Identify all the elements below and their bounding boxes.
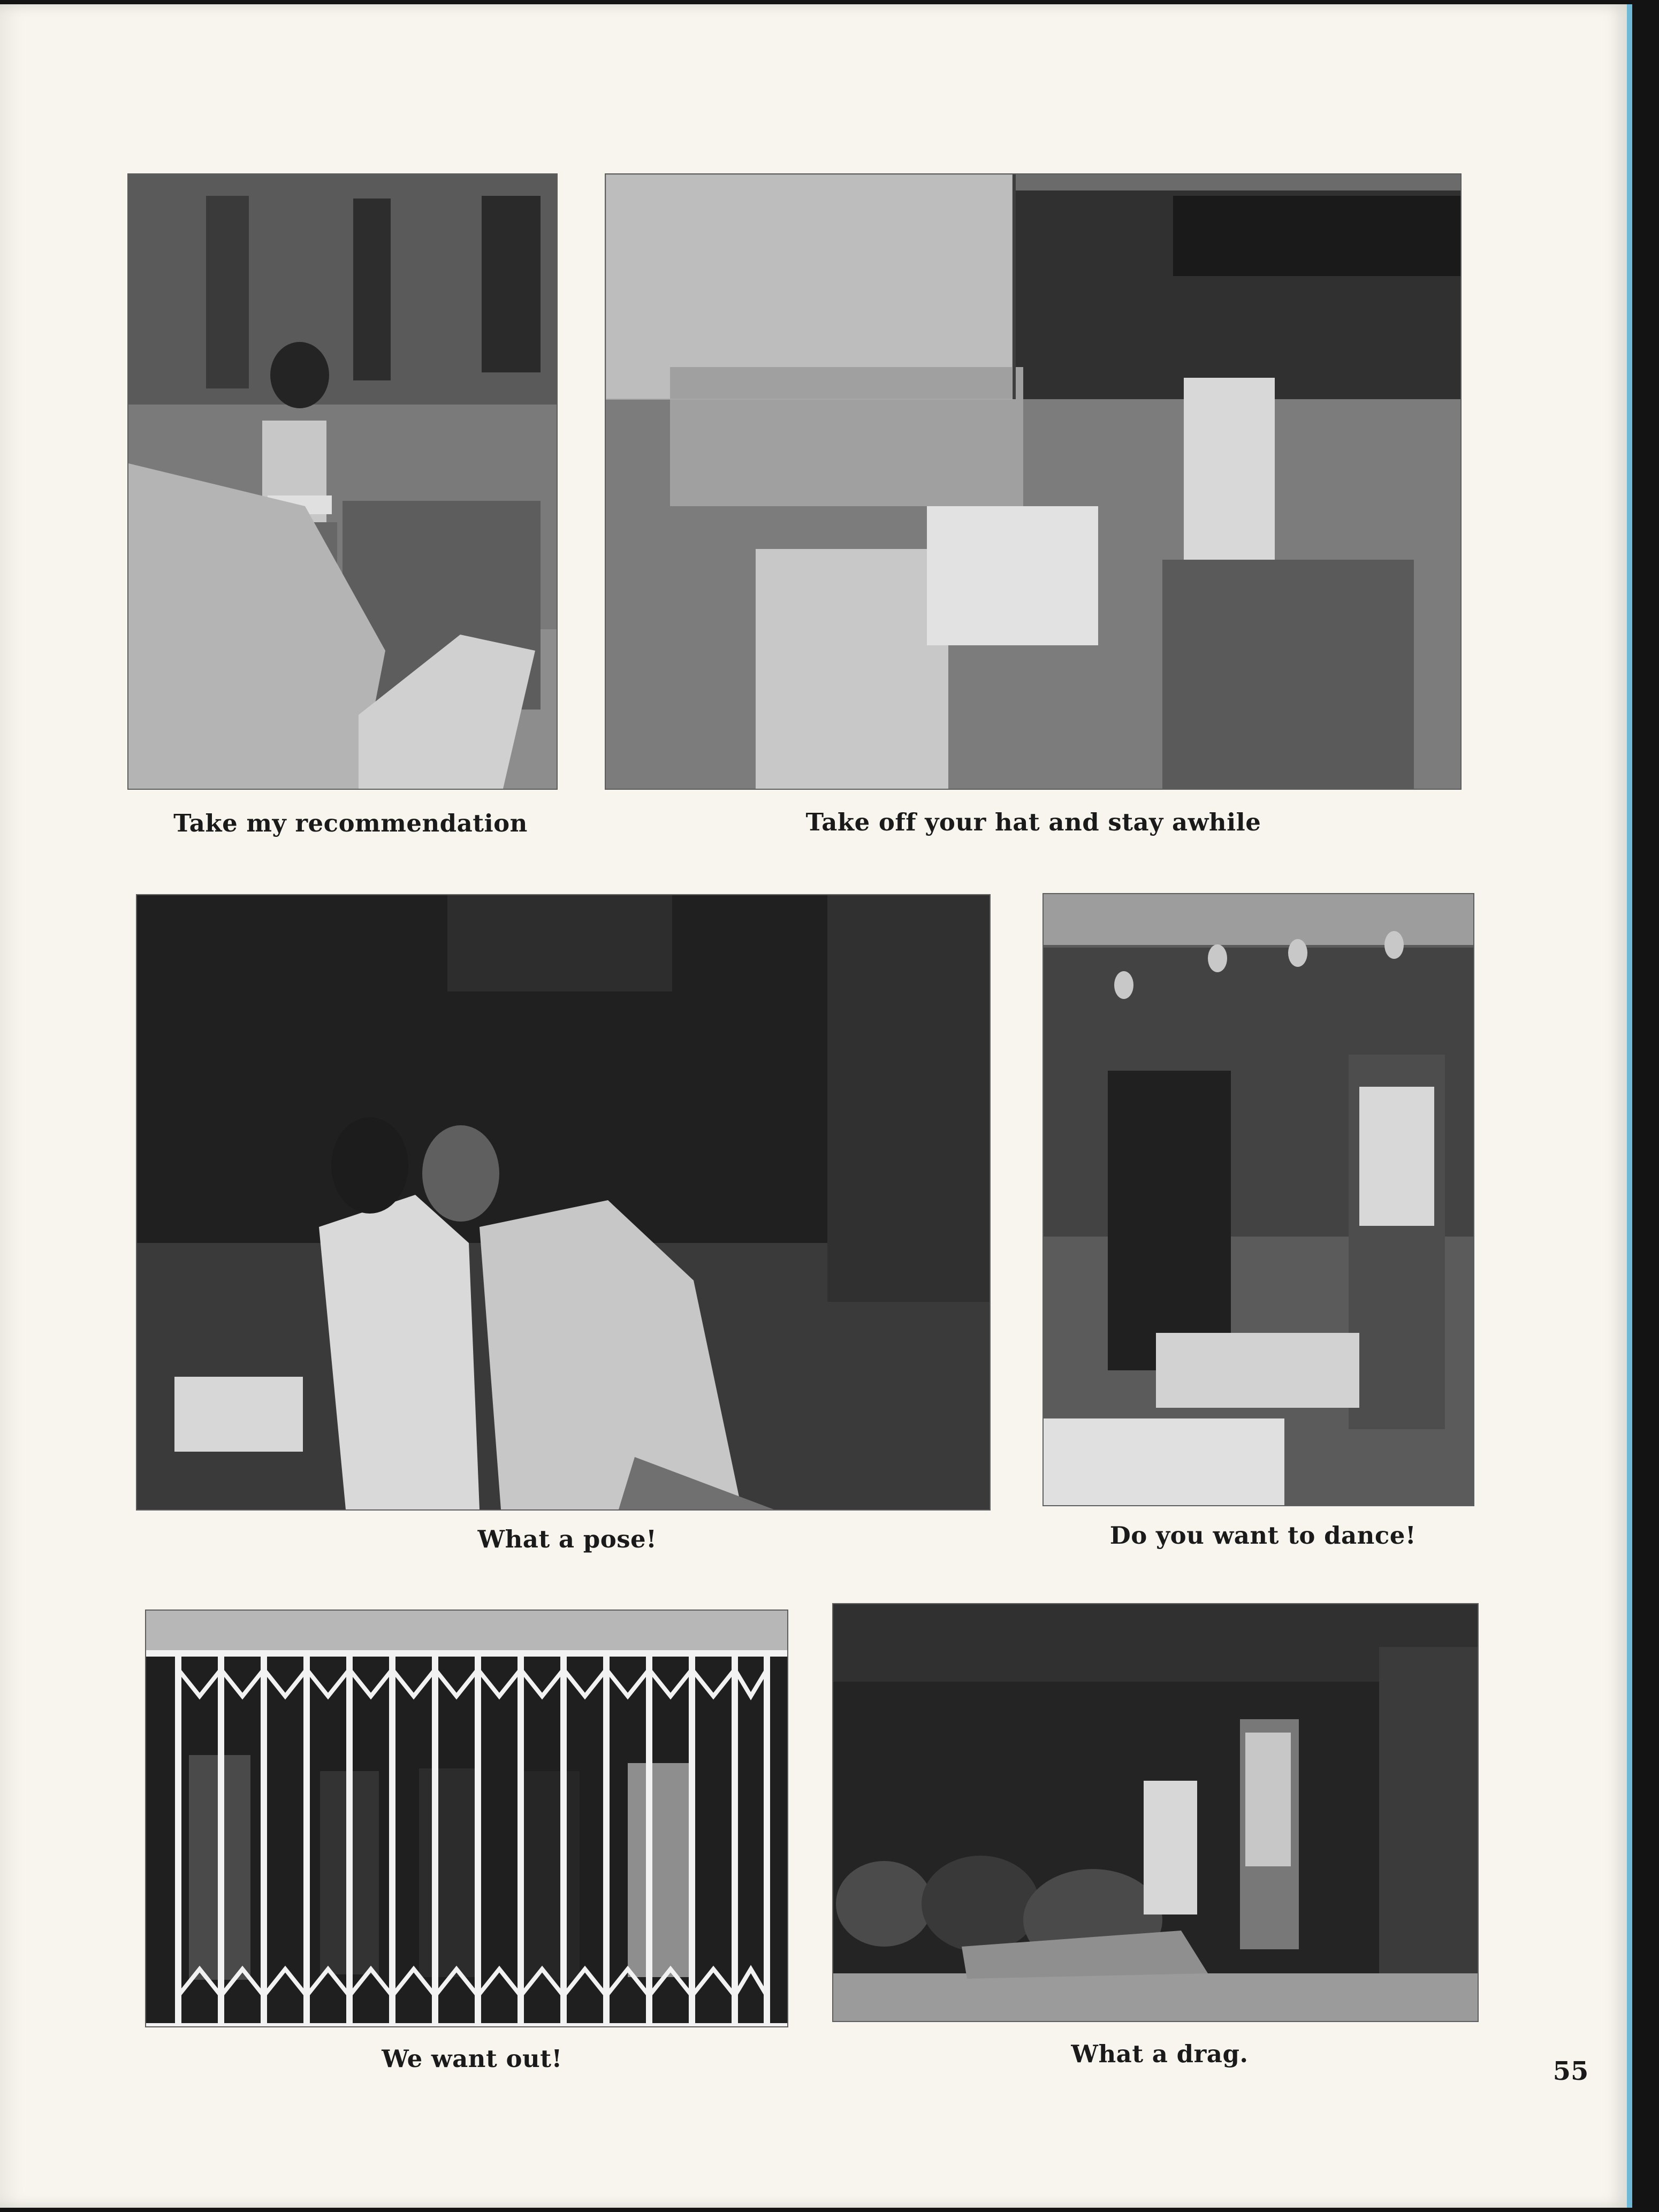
caption-we-want-out: We want out!	[382, 2045, 562, 2073]
caption-take-off-your-hat: Take off your hat and stay awhile	[805, 808, 1261, 836]
photo-we-want-out	[146, 1611, 787, 2026]
page-number: 55	[1553, 2056, 1589, 2086]
photo-what-a-pose	[137, 895, 990, 1509]
caption-take-my-recommendation: Take my recommendation	[173, 809, 528, 837]
caption-what-a-pose: What a pose!	[477, 1525, 657, 1553]
caption-what-a-drag: What a drag.	[1071, 2040, 1249, 2068]
caption-do-you-want-to-dance: Do you want to dance!	[1109, 1521, 1417, 1550]
photo-what-a-drag	[833, 1604, 1478, 2021]
photo-take-my-recommendation	[128, 174, 557, 789]
photo-take-off-your-hat	[606, 174, 1460, 789]
photo-do-you-want-to-dance	[1044, 894, 1473, 1505]
